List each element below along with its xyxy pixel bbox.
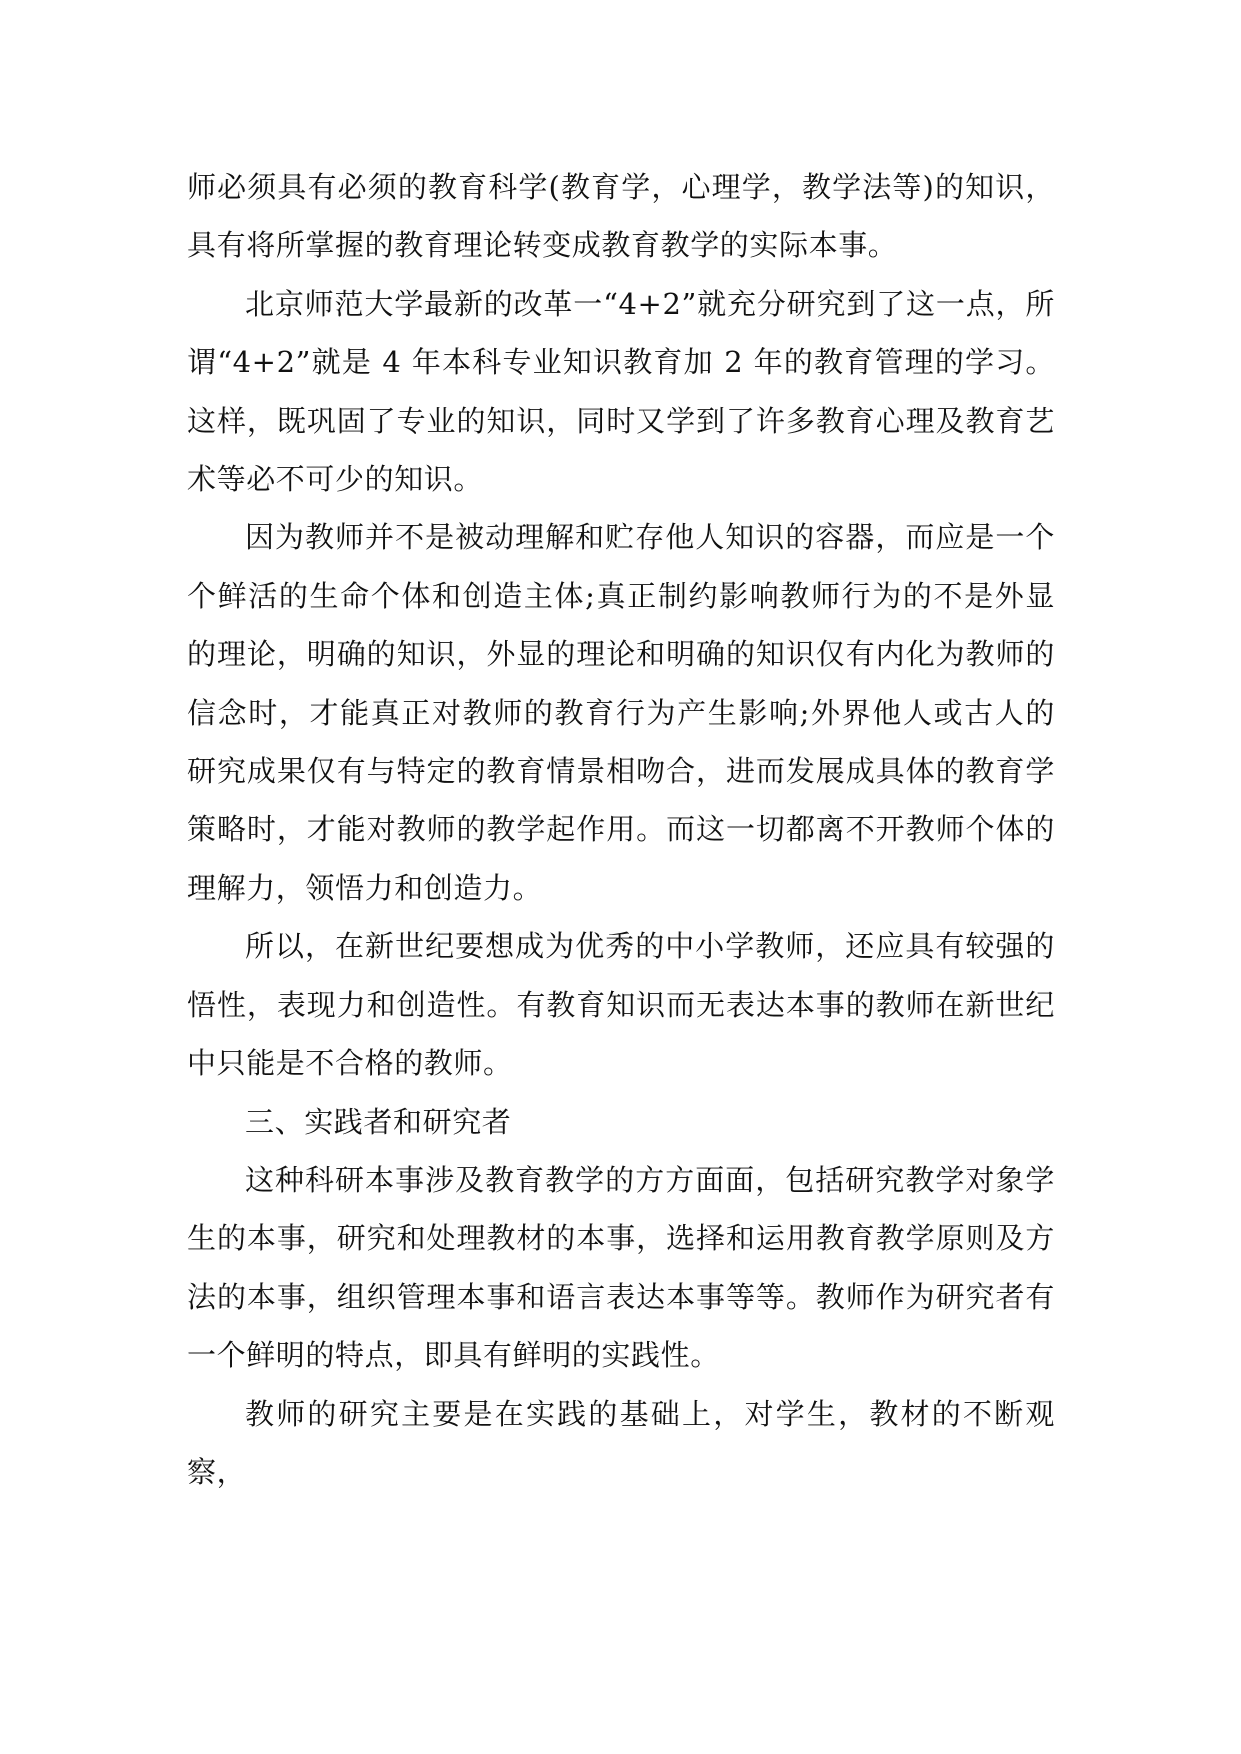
paragraph-teacher-research: 教师的研究主要是在实践的基础上，对学生，教材的不断观察， bbox=[187, 1396, 1055, 1489]
paragraph-continued: 师必须具有必须的教育科学(教育学，心理学，教学法等)的知识，具有将所掌握的教育理论转变成教育教学的实际本事。 bbox=[187, 170, 1055, 263]
paragraph-conclusion: 所以，在新世纪要想成为优秀的中小学教师，还应具有较强的悟性，表现力和创造性。有教育知识而无表达本事的教师在新世纪中只能是不合格的教师。 bbox=[187, 929, 1055, 1081]
paragraph-research-ability: 这种科研本事涉及教育教学的方方面面，包括研究教学对象学生的本事，研究和处理教材的本事，选择和运用教育教学原则及方法的本事，组织管理本事和语言表达本事等等。教师作为研究者有一个鲜明的特点，即具有鲜明的实践性。 bbox=[187, 1162, 1055, 1373]
paragraph-4plus2-reform: 北京师范大学最新的改革一“4+2”就充分研究到了这一点，所谓“4+2”就是 4 年本科专业知识教育加 2 年的教育管理的学习。这样，既巩固了专业的知识，同时又学到了许多教育心理及教育艺术等必不可少的知识。 bbox=[187, 286, 1055, 497]
section-heading-practitioner-researcher: 三、实践者和研究者 bbox=[245, 1104, 512, 1139]
document-body bbox=[187, 158, 1055, 1501]
paragraph-teacher-knowledge: 因为教师并不是被动理解和贮存他人知识的容器，而应是一个个鲜活的生命个体和创造主体;真正制约影响教师行为的不是外显的理论，明确的知识，外显的理论和明确的知识仅有内化为教师的信念时，才能真正对教师的教育行为产生影响;外界他人或古人的研究成果仅有与特定的教育情景相吻合，进而发展成具体的教育学策略时，才能对教师的教学起作用。而这一切都离不开教师个体的理解力，领悟力和创造力。 bbox=[187, 520, 1055, 905]
